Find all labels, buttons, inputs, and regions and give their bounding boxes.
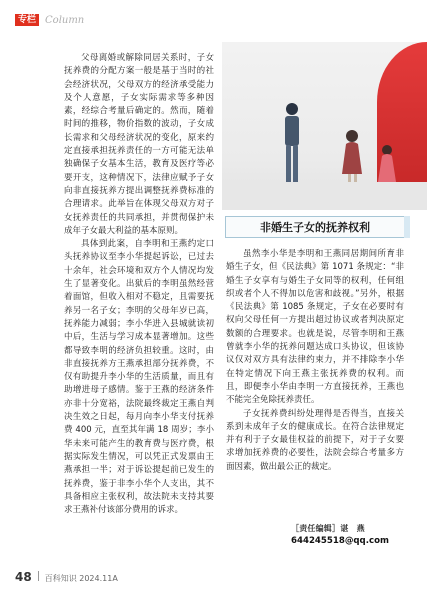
publication-info: 百科知识 2024.11A <box>44 574 118 583</box>
page-number: 48 <box>15 570 32 584</box>
photo-floor <box>222 182 427 210</box>
left-text-column <box>64 52 214 517</box>
right-paragraph-1: 虽然李小华是李明和王燕同居期间所育非婚生子女，但《民法典》第 1071 条规定：“非婚生子女享有与婚生子女同等的权利，任何组织或者个人不得加以危害和歧视。”另外，根据《民法典》第 1085 条规定，子女在必要时有权向父母任何一方提出超过协议或者判决原定数额的合理要求。也就是说，尽管李明和王燕曾就李小华的抚养问题达成口头协议，但该协议仅对双方具有法律约束力，并不排除李小华在特定情况下向王燕主张抚养费的权利。而且，即便李小华由李明一方直接抚养，王燕也不能完全免除抚养责任。 <box>226 249 404 406</box>
section-title: 非婚生子女的抚养权利 <box>260 221 370 234</box>
editor-name: ［责任编辑］谌 燕 <box>291 524 365 533</box>
editor-info <box>291 522 411 548</box>
column-header <box>15 14 84 26</box>
right-text-column <box>226 248 404 474</box>
page-footer <box>15 570 118 584</box>
illustration-photo <box>222 42 427 210</box>
column-badge: 专栏 <box>15 14 39 26</box>
title-accent <box>404 216 410 238</box>
section-title-box <box>225 216 405 238</box>
left-paragraph-2: 具体到此案，自李明和王燕约定口头抚养协议至李小华提起诉讼，已过去十余年，社会环境和双方个人情况均发生了显著变化。出狱后的李明虽然经营着面馆，但收入相对不稳定，且需要抚养另一名子女；李明的父母年岁已高，抚养能力减弱；李小华进入县城就读初中后，生活与学习成本显著增加。这些都导致李明的经济负担较重。这时，由非直接抚养方王燕承担部分抚养费，不仅有助提升李小华的生活质量，而且有助增进母子感情。鉴于王燕的经济条件亦非十分宽裕，法院最终裁定王燕自判决生效之日起，每月向李小华支付抚养费 400 元，直至其年满 18 周岁；李小华未来可能产生的教育费与医疗费，根据实际发生情况，可以凭正式发票由王燕承担一半；对于诉讼提起前已发生的抚养费，鉴于非李小华个人支出，其不具备相应主张权利，故法院未支持其要求王燕补付该部分费用的诉求。 <box>64 239 214 516</box>
footer-separator <box>38 571 39 581</box>
left-paragraph-1: 父母离婚或解除同居关系时，子女抚养费的分配方案一般是基于当时的社会经济状况，父母双方的经济承受能力及个人意愿，子女实际需求等多种因素，经综合考量后确定的。然而，随着时间的推移，物价指数的波动，子女成长需求和父母经济状况的变化，原来约定直接承担抚养责任的一方可能无法单独确保子女基本生活，教育及医疗等必要开支，这种情况下，法律应赋予子女向非直接抚养方提出调整抚养费标准的合理请求。此举旨在体现父母双方对子女抚养责任的共同承担，并贯彻保护未成年子女最大利益的基本原则。 <box>64 53 214 236</box>
column-label: Column <box>45 14 85 26</box>
right-paragraph-2: 子女抚养费纠纷处理得是否得当，直接关系到未成年子女的健康成长。在符合法律规定并有利于子女最佳权益的前提下，对于子女要求增加抚养费的必要性，法院会综合考量多方面因素，做出最公正的裁定。 <box>226 408 404 472</box>
editor-email[interactable]: 644245518@qq.com <box>291 536 389 546</box>
